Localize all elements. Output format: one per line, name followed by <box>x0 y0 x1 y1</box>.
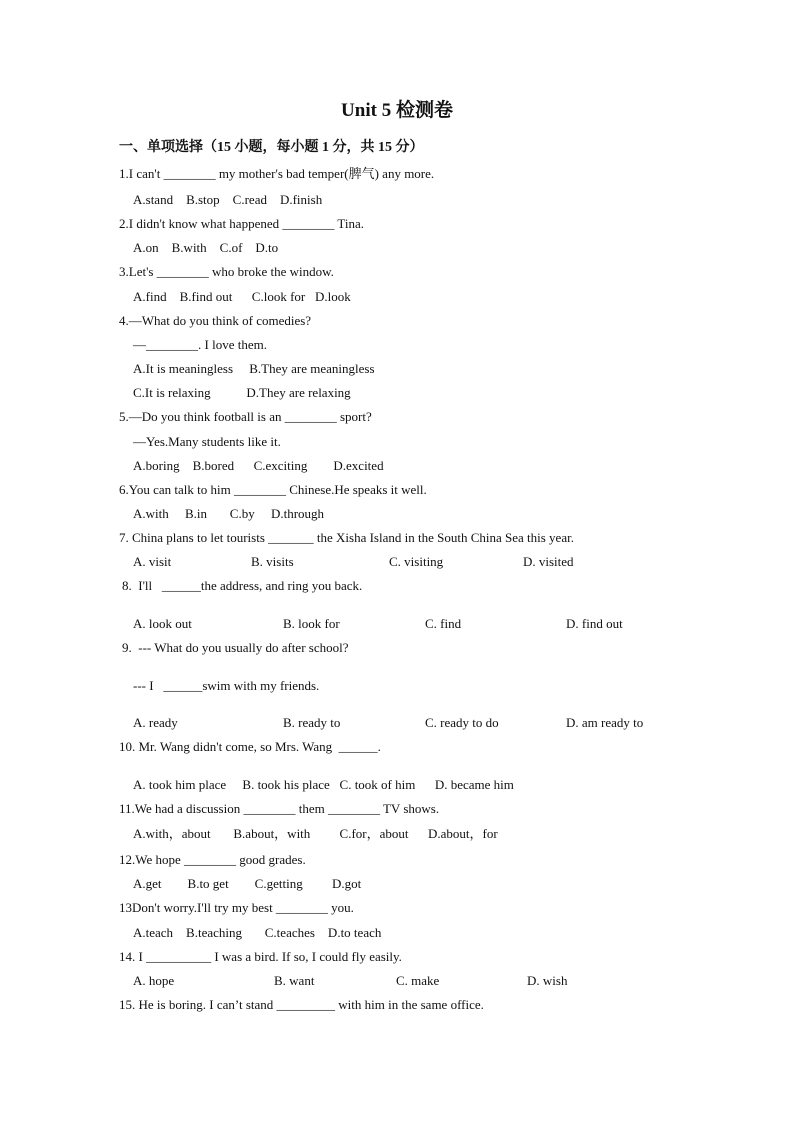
question-4-options-ab: A.It is meaningless B.They are meaningless <box>133 361 375 376</box>
question-7: 7. China plans to let tourists _______ the Xisha Island in the South China Sea this year. <box>119 530 574 545</box>
question-14-option-a: A. hope <box>133 973 175 988</box>
question-9-option-d: D. am ready to <box>566 715 644 730</box>
question-12-options: A.get B.to get C.getting D.got <box>133 876 362 891</box>
question-1: 1.I can't ________ my mother's bad temper(脾气) any more. <box>119 166 435 181</box>
question-1-options: A.stand B.stop C.read D.finish <box>133 192 323 207</box>
question-8: 8. I'll ______the address, and ring you back. <box>122 578 363 593</box>
question-13: 13Don't worry.I'll try my best ________ you. <box>119 900 354 915</box>
question-4-options-cd: C.It is relaxing D.They are relaxing <box>133 385 351 400</box>
question-13-options: A.teach B.teaching C.teaches D.to teach <box>133 925 382 940</box>
question-10: 10. Mr. Wang didn't come, so Mrs. Wang ______. <box>119 739 381 754</box>
question-10-options: A. took him place B. took his place C. took of him D. became him <box>133 777 514 792</box>
question-6: 6.You can talk to him ________ Chinese.He speaks it well. <box>119 482 427 497</box>
question-9: 9. --- What do you usually do after school? <box>122 640 349 655</box>
question-12: 12.We hope ________ good grades. <box>119 852 306 867</box>
question-9-option-c: C. ready to do <box>425 715 499 730</box>
question-2-options: A.on B.with C.of D.to <box>133 240 279 255</box>
question-3: 3.Let's ________ who broke the window. <box>119 264 334 279</box>
question-9-option-b: B. ready to <box>283 715 341 730</box>
question-3-options: A.find B.find out C.look for D.look <box>133 289 351 304</box>
question-14: 14. I __________ I was a bird. If so, I could fly easily. <box>119 949 402 964</box>
page-title: Unit 5 检测卷 <box>341 100 453 121</box>
question-15: 15. He is boring. I can’t stand _________ with him in the same office. <box>119 997 484 1012</box>
question-14-option-c: C. make <box>396 973 440 988</box>
question-8-option-b: B. look for <box>283 616 340 631</box>
question-11: 11.We had a discussion ________ them ________ TV shows. <box>119 801 440 816</box>
question-5: 5.—Do you think football is an ________ sport? <box>119 409 372 424</box>
question-5-options: A.boring B.bored C.exciting D.excited <box>133 458 384 473</box>
question-6-options: A.with B.in C.by D.through <box>133 506 325 521</box>
question-11-options: A.with，about B.about，with C.for，about D.about，for <box>133 826 498 841</box>
question-9-reply: --- I ______swim with my friends. <box>133 678 320 693</box>
question-5-reply: —Yes.Many students like it. <box>133 434 281 449</box>
question-7-option-b: B. visits <box>251 554 294 569</box>
section-heading: 一、单项选择（15 小题，每小题 1 分，共 15 分） <box>119 140 424 155</box>
question-8-option-a: A. look out <box>133 616 192 631</box>
question-8-option-d: D. find out <box>566 616 623 631</box>
question-7-option-a: A. visit <box>133 554 172 569</box>
question-14-option-d: D. wish <box>527 973 568 988</box>
question-7-option-c: C. visiting <box>389 554 444 569</box>
question-7-option-d: D. visited <box>523 554 574 569</box>
question-9-option-a: A. ready <box>133 715 178 730</box>
question-4: 4.—What do you think of comedies? <box>119 313 312 328</box>
question-2: 2.I didn't know what happened ________ Tina. <box>119 216 364 231</box>
question-8-option-c: C. find <box>425 616 462 631</box>
question-14-option-b: B. want <box>274 973 315 988</box>
question-4-answer-line: —________. I love them. <box>133 337 267 352</box>
